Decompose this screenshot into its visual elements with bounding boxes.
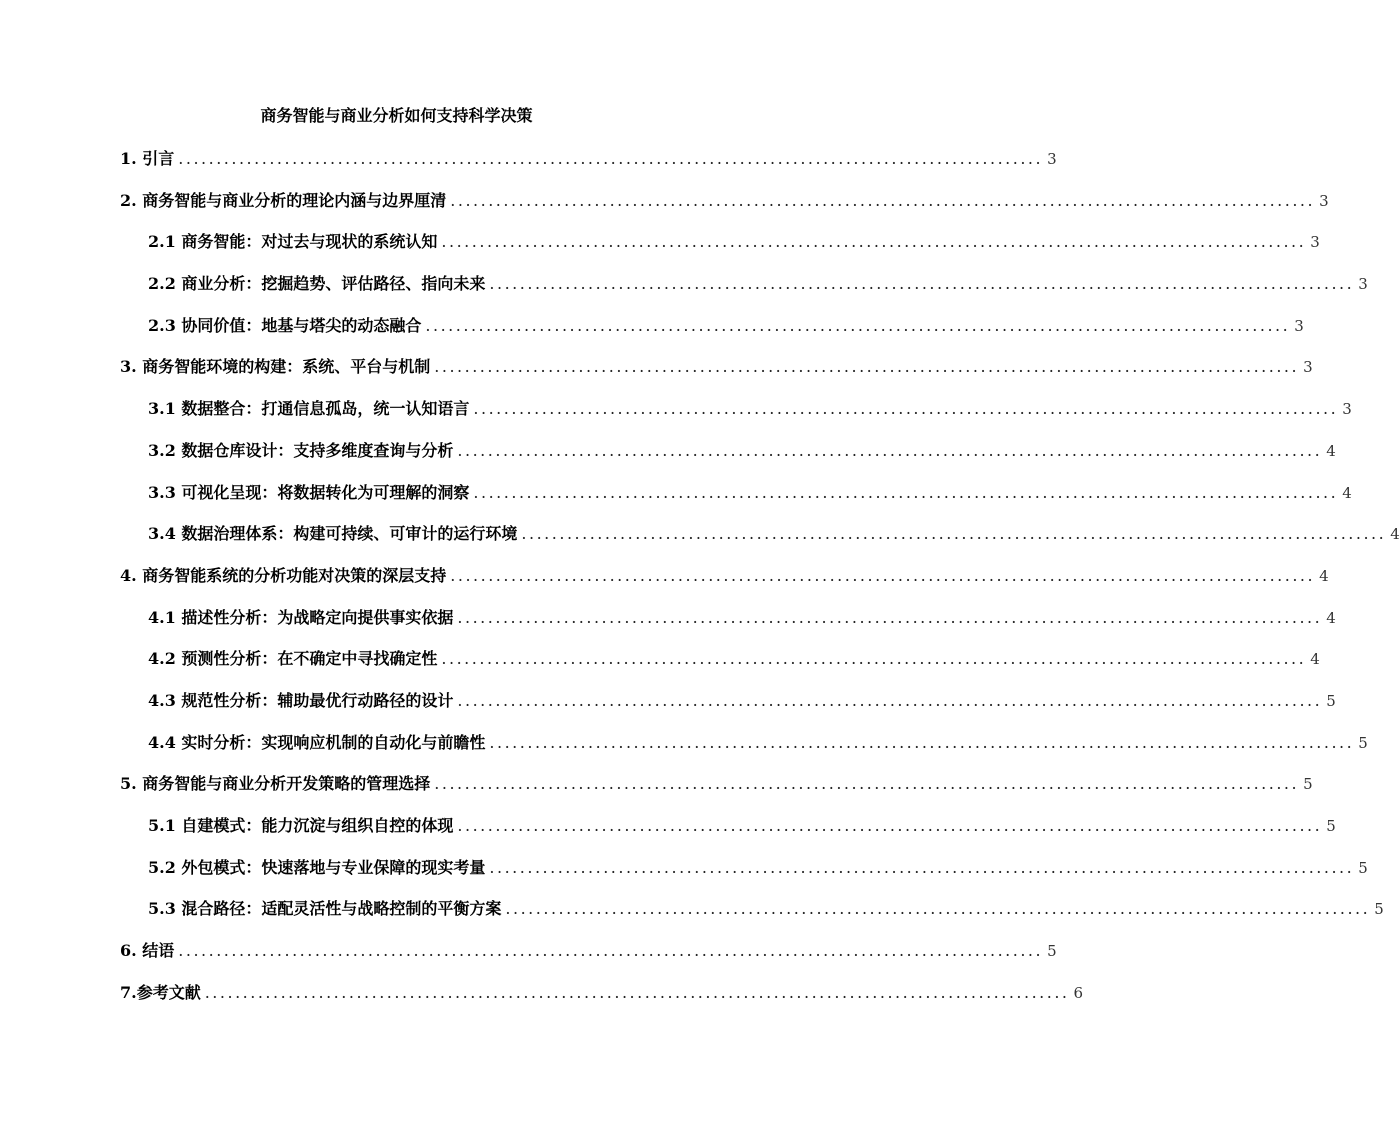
toc-entry-label: 6. 结语 — [120, 941, 175, 961]
toc-entry-label: 5.3 混合路径：适配灵活性与战略控制的平衡方案 — [148, 899, 502, 919]
toc-entry-label: 3.2 数据仓库设计：支持多维度查询与分析 — [148, 440, 454, 460]
toc-entry[interactable] — [120, 272, 1368, 314]
toc-entry-page: 5 — [1047, 942, 1057, 961]
toc-entry-label: 2.3 协同价值：地基与塔尖的动态融合 — [148, 315, 422, 335]
toc-entry[interactable] — [120, 689, 1336, 731]
toc-leader-dots: .................................................................................................................. — [441, 649, 1307, 669]
toc-leader-dots: .................................................................................................................. — [489, 857, 1355, 877]
toc-entry-page: 5 — [1358, 858, 1368, 877]
toc-entry[interactable] — [120, 230, 1320, 272]
toc-entry[interactable] — [120, 147, 1057, 189]
toc-entry-page: 3 — [1303, 358, 1313, 377]
toc-entry-page: 5 — [1326, 817, 1336, 835]
toc-entry[interactable] — [120, 564, 1329, 606]
toc-entry[interactable] — [120, 481, 1352, 523]
toc-entry-label: 2.2 商业分析：挖掘趋势、评估路径、指向未来 — [148, 274, 486, 294]
toc-entry-label: 4. 商务智能系统的分析功能对决策的深层支持 — [120, 565, 447, 585]
toc-entry[interactable] — [120, 731, 1368, 773]
toc-entry[interactable] — [120, 897, 1384, 939]
toc-leader-dots: .................................................................................................................. — [457, 816, 1323, 835]
toc-entry[interactable] — [120, 814, 1336, 856]
toc-leader-dots: .................................................................................................................. — [473, 399, 1339, 419]
toc-entry-label: 4.1 描述性分析：为战略定向提供事实依据 — [148, 607, 454, 627]
toc-entry[interactable] — [120, 606, 1336, 648]
toc-entry-label: 7.参考文献 — [120, 982, 201, 1002]
toc-entry-page: 4 — [1390, 525, 1400, 544]
toc-leader-dots: .................................................................................................................. — [457, 690, 1323, 710]
toc-entry[interactable] — [120, 522, 1400, 564]
toc-entry[interactable] — [120, 397, 1352, 439]
toc-entry-page: 4 — [1326, 608, 1336, 627]
toc-entry-page: 5 — [1374, 900, 1384, 919]
toc-entry-label: 4.4 实时分析：实现响应机制的自动化与前瞻性 — [148, 732, 486, 752]
toc-entry[interactable] — [120, 355, 1313, 397]
toc-leader-dots: .................................................................................................................. — [505, 899, 1371, 919]
toc-leader-dots: .................................................................................................................. — [521, 524, 1387, 544]
toc-entry-page: 5 — [1358, 733, 1368, 752]
toc-entry-page: 5 — [1326, 691, 1336, 710]
toc-entry-label: 3.3 可视化呈现：将数据转化为可理解的洞察 — [148, 482, 470, 502]
toc-entry-label: 3.4 数据治理体系：构建可持续、可审计的运行环境 — [148, 524, 518, 544]
toc-entry[interactable] — [120, 439, 1336, 481]
toc-entry-label: 4.2 预测性分析：在不确定中寻找确定性 — [148, 649, 438, 669]
toc-entry-page: 4 — [1319, 566, 1329, 585]
toc-entry-label: 5.2 外包模式：快速落地与专业保障的现实考量 — [148, 857, 486, 877]
toc-leader-dots: .................................................................................................................. — [489, 732, 1355, 752]
toc-entry[interactable] — [120, 856, 1368, 898]
toc-leader-dots: .................................................................................................................. — [457, 607, 1323, 627]
toc-entry-label: 3.1 数据整合：打通信息孤岛，统一认知语言 — [148, 399, 470, 419]
toc-entry[interactable] — [120, 647, 1320, 689]
toc-entry-page: 3 — [1047, 150, 1057, 168]
toc-leader-dots: .................................................................................................................. — [457, 440, 1323, 460]
toc-entry-page: 3 — [1319, 191, 1329, 210]
toc-entry-label: 1. 引言 — [120, 149, 175, 168]
toc-entry[interactable] — [120, 189, 1329, 231]
toc-leader-dots: .................................................................................................................. — [178, 149, 1044, 168]
toc-leader-dots: .................................................................................................................. — [489, 274, 1355, 294]
toc-entry-label: 5.1 自建模式：能力沉淀与组织自控的体现 — [148, 816, 454, 835]
toc-leader-dots: .................................................................................................................. — [450, 565, 1316, 585]
toc-entry[interactable] — [120, 772, 1313, 814]
toc-entry[interactable] — [120, 981, 1084, 1023]
toc-leader-dots: .................................................................................................................. — [204, 982, 1070, 1002]
toc-leader-dots: .................................................................................................................. — [473, 482, 1339, 502]
toc-leader-dots: .................................................................................................................. — [450, 190, 1316, 210]
toc-entry-label: 2.1 商务智能：对过去与现状的系统认知 — [148, 232, 438, 252]
toc-entry-label: 2. 商务智能与商业分析的理论内涵与边界厘清 — [120, 190, 447, 210]
toc-entry-page: 3 — [1342, 400, 1352, 419]
toc-entry-page: 6 — [1073, 983, 1084, 1002]
toc-entry[interactable] — [120, 314, 1304, 356]
toc-entry[interactable] — [120, 939, 1057, 981]
toc-leader-dots: .................................................................................................................. — [434, 357, 1300, 377]
document-title: 商务智能与商业分析如何支持科学决策 — [260, 106, 533, 125]
toc-leader-dots: .................................................................................................................. — [425, 315, 1291, 335]
toc-leader-dots: .................................................................................................................. — [441, 232, 1307, 252]
toc-entry-page: 3 — [1294, 316, 1304, 335]
toc-entry-label: 3. 商务智能环境的构建：系统、平台与机制 — [120, 357, 431, 377]
toc-leader-dots: .................................................................................................................. — [434, 774, 1300, 794]
toc-entry-page: 5 — [1303, 775, 1313, 794]
table-of-contents — [120, 147, 1400, 1022]
toc-leader-dots: .................................................................................................................. — [178, 941, 1044, 961]
toc-entry-page: 4 — [1310, 650, 1320, 669]
toc-entry-page: 4 — [1326, 441, 1336, 460]
toc-entry-page: 4 — [1342, 483, 1352, 502]
toc-entry-label: 5. 商务智能与商业分析开发策略的管理选择 — [120, 774, 431, 794]
toc-entry-page: 3 — [1310, 233, 1320, 252]
toc-entry-page: 3 — [1358, 275, 1368, 294]
toc-entry-label: 4.3 规范性分析：辅助最优行动路径的设计 — [148, 690, 454, 710]
